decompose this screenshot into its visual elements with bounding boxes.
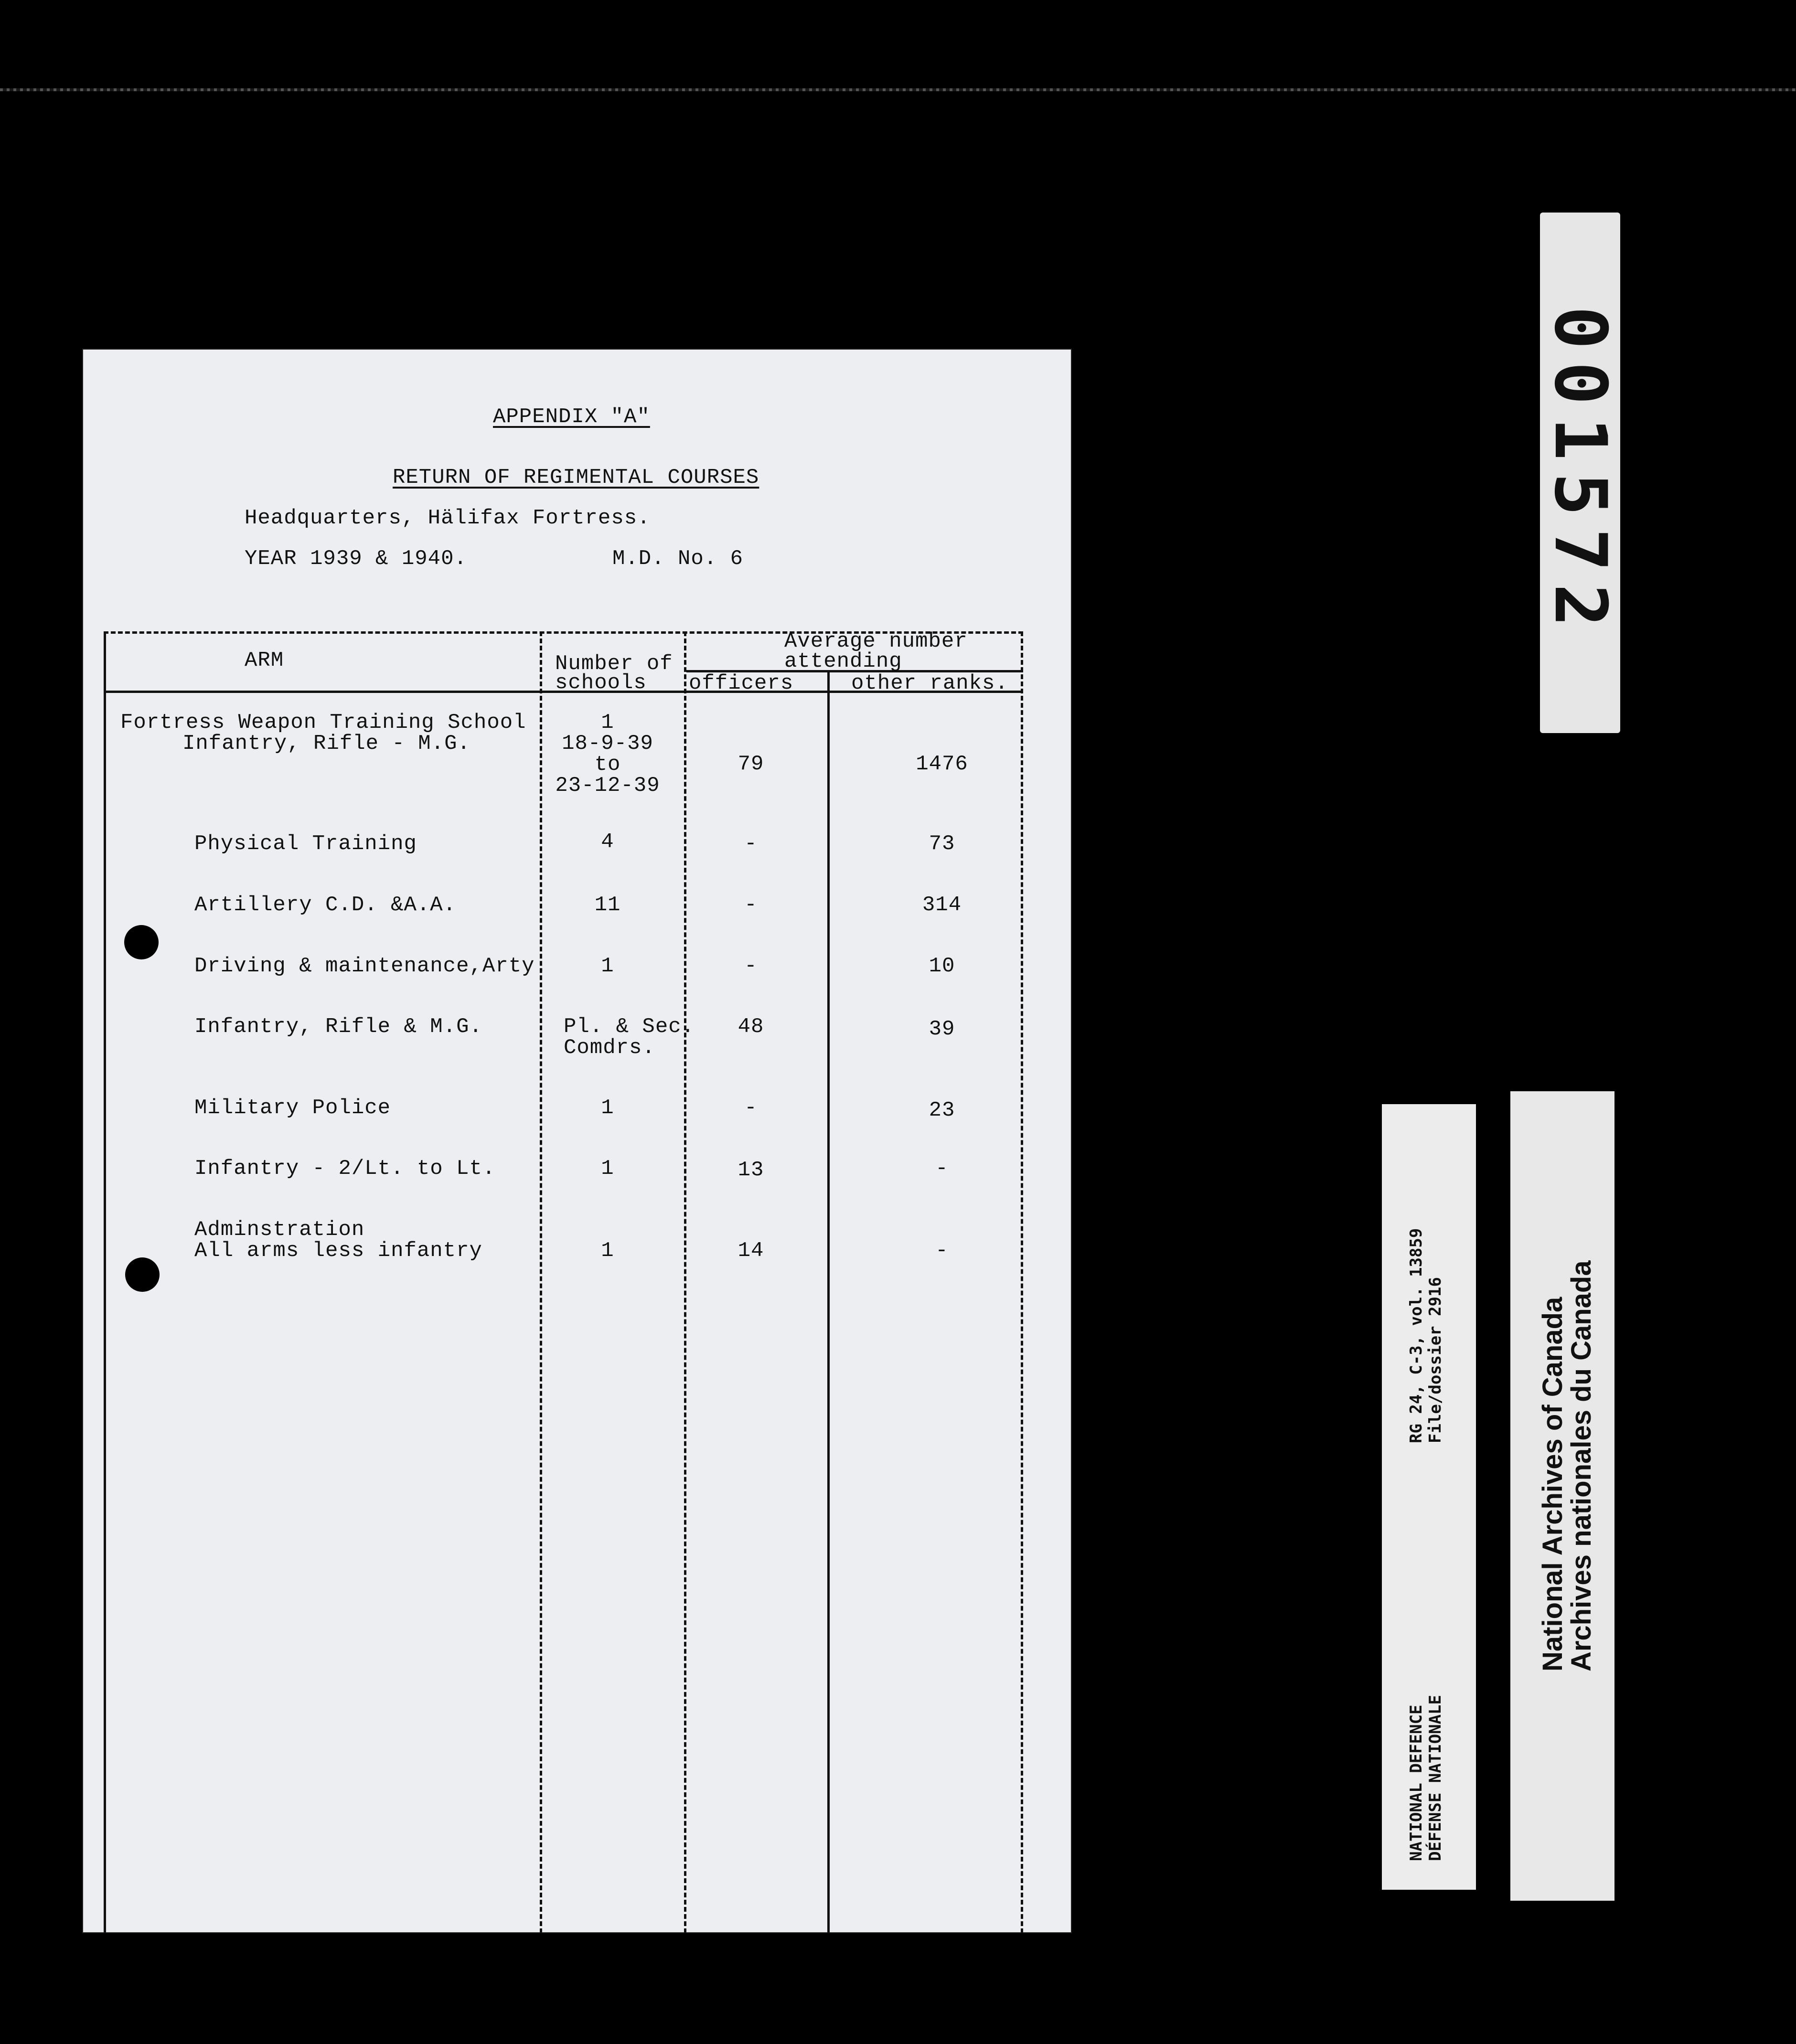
arm-cell-line2: Infantry, Rifle - M.G.: [182, 732, 470, 756]
header-schools-line1: Number of: [555, 652, 673, 676]
film-number: 001572: [1539, 306, 1622, 639]
officers-cell: 13: [738, 1158, 764, 1182]
header-arm: ARM: [245, 649, 284, 672]
schools-cell: 1: [601, 711, 614, 735]
officers-cell: -: [744, 1096, 758, 1120]
schools-cell: 1: [601, 1157, 614, 1181]
other-ranks-cell: 73: [929, 832, 955, 856]
reference-line1: RG 24, C-3, vol. 13859: [1407, 1228, 1426, 1443]
other-ranks-cell: 39: [929, 1017, 955, 1041]
md-line: M.D. No. 6: [612, 547, 744, 571]
schools-cell-line2: Comdrs.: [564, 1036, 655, 1060]
other-ranks-cell: -: [935, 1239, 949, 1263]
officers-cell: 14: [738, 1239, 764, 1263]
officers-cell: -: [744, 832, 758, 856]
header-average-line2: attending: [784, 649, 902, 673]
arm-cell: Infantry - 2/Lt. to Lt.: [194, 1157, 496, 1181]
appendix-title: APPENDIX "A": [493, 405, 650, 429]
arm-cell: Driving & maintenance,Arty.: [194, 954, 548, 978]
schools-cell: 1: [601, 954, 614, 978]
officers-cell: -: [744, 954, 758, 978]
punch-hole: [124, 925, 159, 959]
officers-cell: 79: [738, 752, 764, 776]
arm-cell: Military Police: [194, 1096, 391, 1120]
reference-line2: File/dossier 2916: [1426, 1277, 1445, 1443]
other-ranks-cell: 1476: [916, 752, 968, 776]
year-line: YEAR 1939 & 1940.: [245, 547, 467, 571]
reference-label: [1382, 1104, 1476, 1890]
archives-line2: Archives nationales du Canada: [1566, 1260, 1597, 1671]
arm-cell: Physical Training: [194, 832, 417, 856]
schools-cell: Pl. & Sec.: [564, 1015, 695, 1039]
header-average-line1: Average number: [784, 629, 968, 653]
arm-cell-line2: All arms less infantry: [194, 1239, 482, 1263]
schools-cell-line4: 23-12-39: [555, 774, 660, 798]
arm-cell: Adminstration: [194, 1218, 365, 1242]
schools-cell: 1: [601, 1239, 614, 1263]
headquarters-line: Headquarters, Hälifax Fortress.: [245, 506, 651, 530]
arm-cell: Artillery C.D. &A.A.: [194, 893, 457, 917]
document-sheet: [82, 349, 1072, 1933]
schools-cell-line2: 18-9-39: [562, 732, 653, 756]
arm-cell: Infantry, Rifle & M.G.: [194, 1015, 482, 1039]
schools-cell-line3: to: [594, 753, 621, 777]
schools-cell: 1: [601, 1096, 614, 1120]
header-officers: officers: [689, 671, 794, 695]
officers-cell: -: [744, 893, 758, 917]
other-ranks-cell: 314: [922, 893, 962, 917]
archives-line1: National Archives of Canada: [1537, 1297, 1568, 1671]
other-ranks-cell: 23: [929, 1098, 955, 1122]
header-other-ranks: other ranks.: [851, 671, 1008, 695]
arm-cell: Fortress Weapon Training School: [120, 711, 526, 735]
punch-hole: [125, 1257, 160, 1292]
film-edge: [0, 88, 1796, 91]
dept-line1: NATIONAL DEFENCE: [1407, 1704, 1426, 1861]
officers-cell: 48: [738, 1015, 764, 1039]
dept-line2: DÉFENSE NATIONALE: [1426, 1695, 1445, 1861]
header-schools-line2: schools: [555, 671, 647, 695]
other-ranks-cell: -: [935, 1157, 949, 1181]
archives-label: [1510, 1091, 1614, 1901]
schools-cell: 11: [594, 893, 621, 917]
other-ranks-cell: 10: [929, 954, 955, 978]
document-heading: RETURN OF REGIMENTAL COURSES: [393, 466, 759, 490]
film-number-strip: [1540, 213, 1620, 733]
schools-cell: 4: [601, 830, 614, 854]
